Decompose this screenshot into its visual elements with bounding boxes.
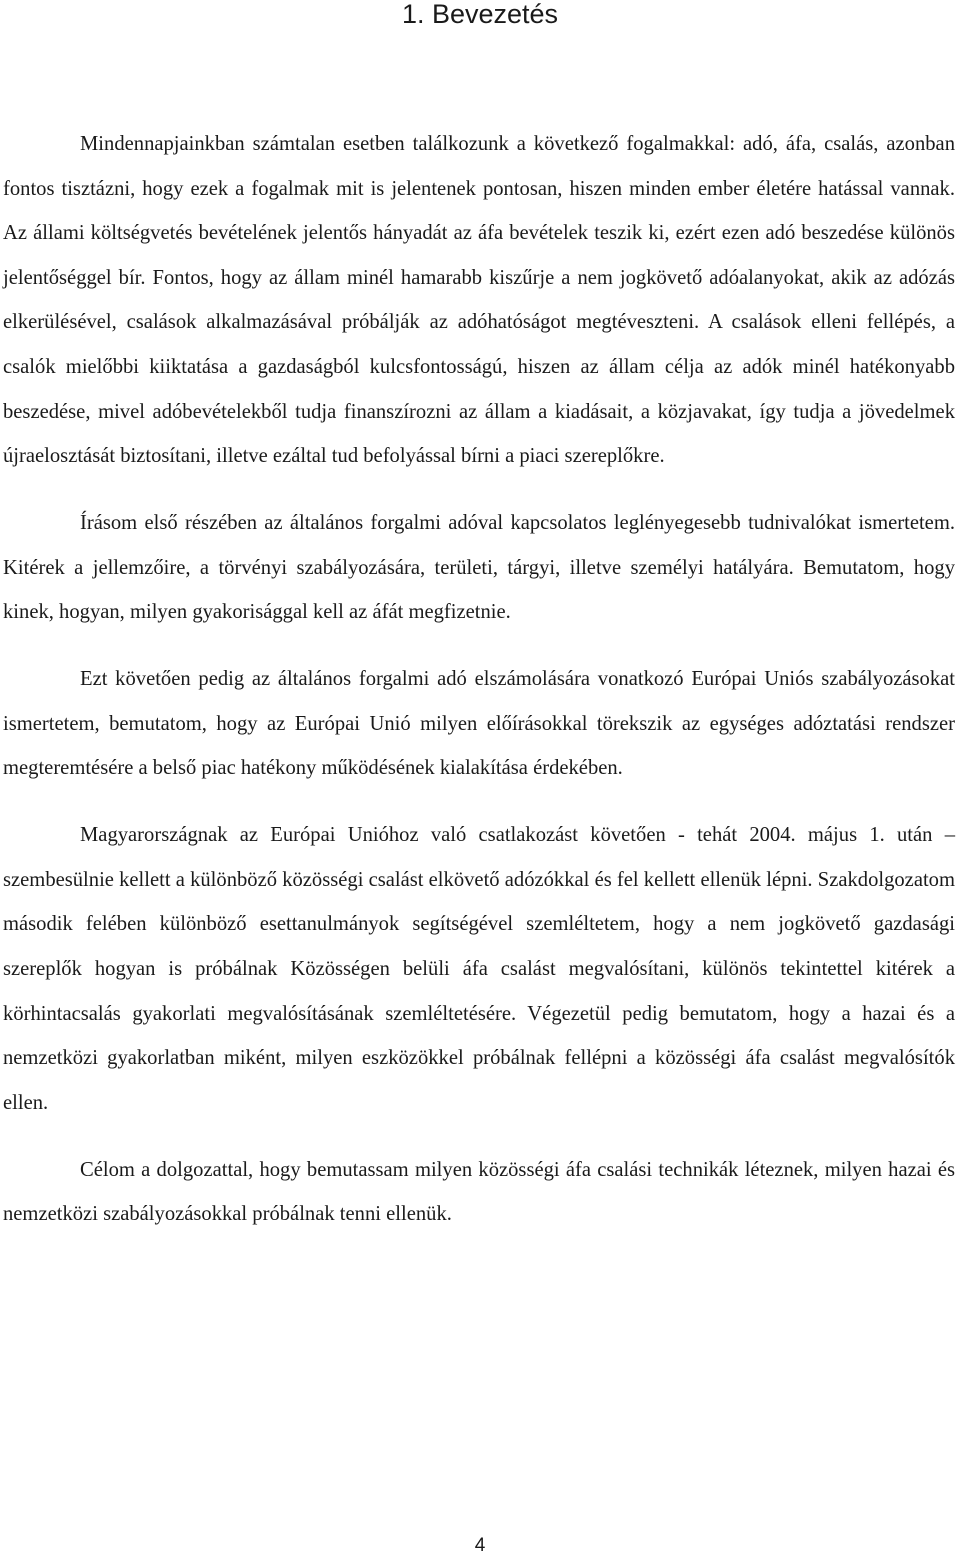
page-number: 4 [474,1535,486,1556]
paragraph-eu-regulations: Ezt követően pedig az általános forgalmi adó elszámolására vonatkozó Európai Uniós szabályozásokat ismertetem, bemutatom, hogy az Európai Unió milyen előírásokkal törekszik az egységes adóztatási rendszer megteremtésére a belső piac hatékony működésének kialakítása érdekében. [3,668,955,780]
page-title: 1. Bevezetés [401,0,559,29]
paragraph-introduction: Mindennapjainkban számtalan esetben találkozunk a következő fogalmakkal: adó, áfa, csalás, azonban fontos tisztázni, hogy ezek a fogalmak mit is jelentenek pontosan, hiszen minden ember életére hatással vannak. Az állami költségvetés bevételének jelentős hányadát az áfa bevételek teszik ki, ezért ezen adó beszedése különös jelentőséggel bír. Fontos, hogy az állam minél hamarabb kiszűrje a nem jogkövető adóalanyokat, akik az adózás elkerülésével, csalások alkalmazásával próbálják az adóhatóságot megtéveszteni. A csalások elleni fellépés, a csalók mielőbbi kiiktatása a gazdaságból kulcsfontosságú, hiszen az állam célja az adók minél hatékonyabb beszedése, mivel adóbevételekből tudja finanszírozni az állam a kiadásait, a közjavakat, így tudja a jövedelmek újraelosztását biztosítani, illetve ezáltal tud befolyással bírni a piaci szereplőkre. [3,133,955,468]
paragraph-goal: Célom a dolgozattal, hogy bemutassam milyen közösségi áfa csalási technikák léteznek, milyen hazai és nemzetközi szabályozásokkal próbálnak tenni ellenük. [3,1158,955,1226]
body-text [3,122,955,1237]
paragraph-first-part-overview: Írásom első részében az általános forgalmi adóval kapcsolatos leglényegesebb tudnivalókat ismertetem. Kitérek a jellemzőire, a törvényi szabályozására, területi, tárgyi, illetve személyi hatályára. Bemutatom, hogy kinek, hogyan, milyen gyakorisággal kell az áfát megfizetnie. [3,512,955,624]
paragraph-case-studies: Magyarországnak az Európai Unióhoz való csatlakozást követően - tehát 2004. május 1. után – szembesülnie kellett a különböző közösségi csalást elkövető adózókkal és fel kellett ellenük lépni. Szakdolgozatom második felében különböző esettanulmányok segítségével szemléltetem, hogy a nem jogkövető gazdasági szereplők hogyan is próbálnak Közösségen belüli áfa csalást megvalósítani, különös tekintettel kitérek a körhintacsalás gyakorlati megvalósításának szemléltetésére. Végezetül pedig bemutatom, hogy a hazai és a nemzetközi gyakorlatban miként, milyen eszközökkel próbálnak fellépni a közösségi áfa csalást megvalósítók ellen. [3,824,955,1114]
